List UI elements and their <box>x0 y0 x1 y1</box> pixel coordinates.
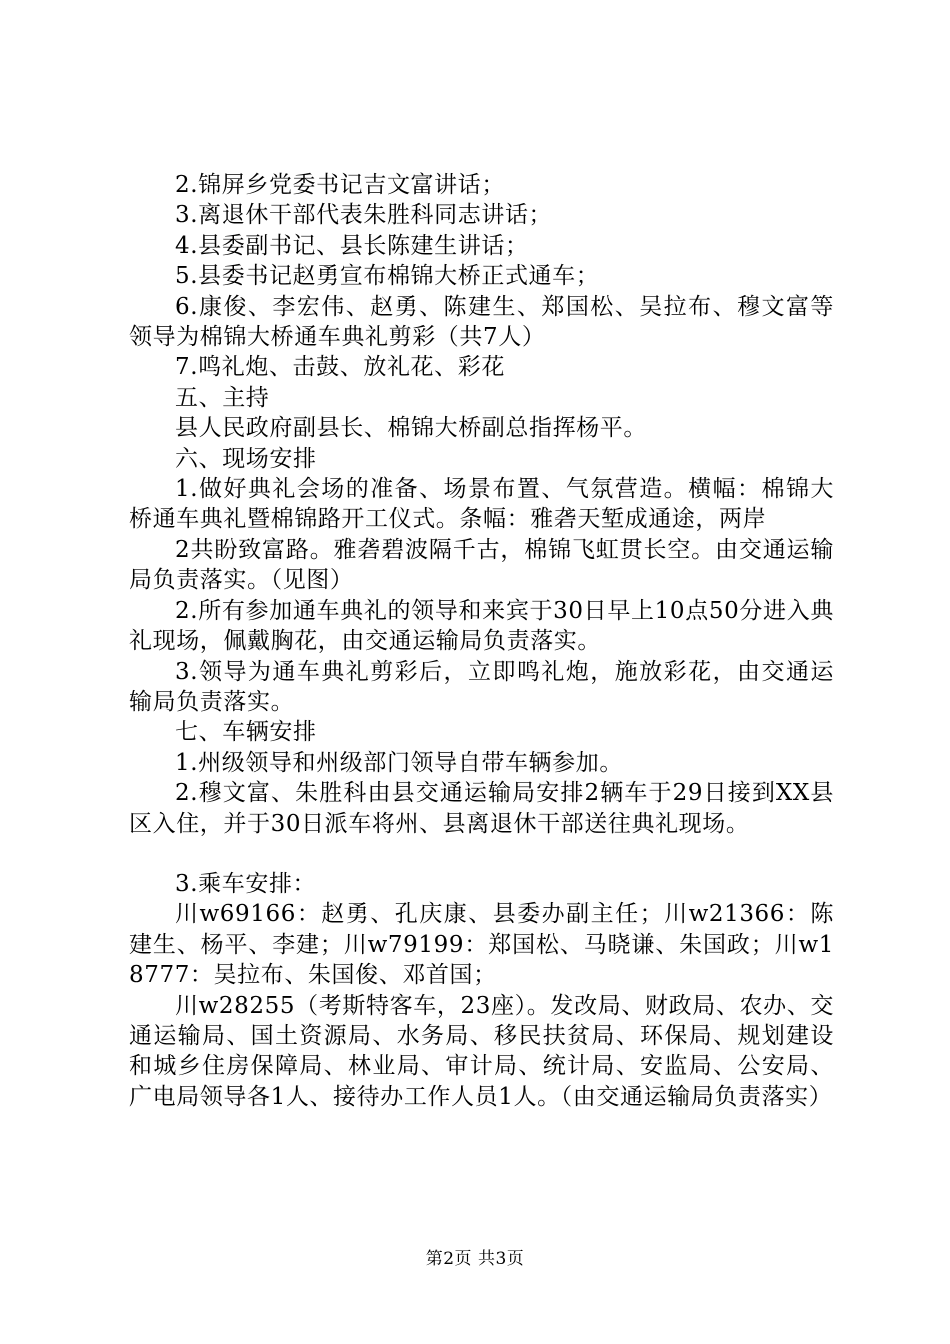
paragraph-gap <box>129 839 834 869</box>
paragraph-speech-zhushengke: 3.离退休干部代表朱胜科同志讲话； <box>175 202 553 229</box>
paragraph-car-list: 川w69166：赵勇、孔庆康、县委办副主任；川w21366：陈建生、杨平、李建；川w79199：郑国松、马晓谦、朱国政；川w18777：吴拉布、朱国俊、邓首国； <box>129 901 834 989</box>
page-number-footer: 第2页 共3页 <box>425 1249 525 1269</box>
paragraph-speech-jiwenfu: 2.锦屏乡党委书记吉文富讲话； <box>175 172 505 198</box>
paragraph-ribbon-cutting: 6.康俊、李宏伟、赵勇、陈建生、郑国松、吴拉布、穆文富等领导为棉锦大桥通车典礼剪彩（共7人） <box>129 293 834 351</box>
paragraph-vehicles-1: 1.州级领导和州级部门领导自带车辆参加。 <box>175 749 623 776</box>
paragraph-salute: 7.鸣礼炮、击鼓、放礼花、彩花 <box>175 354 505 381</box>
document-body <box>129 170 834 1112</box>
paragraph-announce-opening: 5.县委书记赵勇宣布棉锦大桥正式通车； <box>175 263 600 290</box>
paragraph-host: 县人民政府副县长、棉锦大桥副总指挥杨平。 <box>175 415 647 442</box>
paragraph-site-1: 1.做好典礼会场的准备、场景布置、气氛营造。横幅：棉锦大桥通车典礼暨棉锦路开工仪式。条幅：雅砻天堑成通途，两岸 <box>129 476 834 533</box>
paragraph-vehicles-2: 2.穆文富、朱胜科由县交通运输局安排2辆车于29日接到XX县区入住，并于30日派车将州、县离退休干部送往典礼现场。 <box>129 780 834 837</box>
paragraph-site-2: 2.所有参加通车典礼的领导和来宾于30日早上10点50分进入典礼现场，佩戴胸花，由交通运输局负责落实。 <box>129 597 834 655</box>
paragraph-vehicles-3: 3.乘车安排： <box>175 870 317 897</box>
paragraph-bus: 川w28255（考斯特客车，23座）。发改局、财政局、农办、交通运输局、国土资源局、水务局、移民扶贫局、环保局、规划建设和城乡住房保障局、林业局、审计局、统计局、安监局、公安局、广电局领导各1人、接待办工作人员1人。（由交通运输局负责落实） <box>129 992 834 1110</box>
paragraph-speech-chenjiansheng: 4.县委副书记、县长陈建生讲话； <box>175 232 529 259</box>
section-heading-vehicles: 七、车辆安排 <box>175 719 317 746</box>
section-heading-host: 五、主持 <box>175 384 270 411</box>
paragraph-site-3: 3.领导为通车典礼剪彩后，立即鸣礼炮，施放彩花，由交通运输局负责落实。 <box>129 658 834 715</box>
section-heading-site: 六、现场安排 <box>175 445 317 472</box>
paragraph-site-1-cont: 2共盼致富路。雅砻碧波隔千古，棉锦飞虹贯长空。由交通运输局负责落实。（见图） <box>129 536 834 594</box>
